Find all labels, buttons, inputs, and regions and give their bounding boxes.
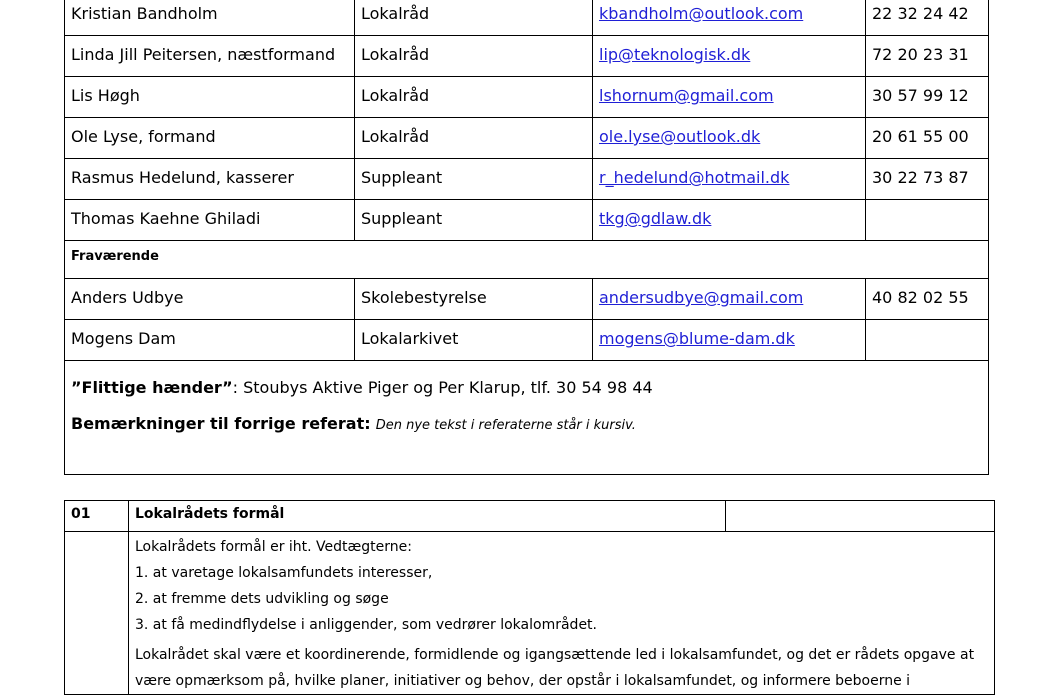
agenda-body xyxy=(129,532,995,695)
email-link[interactable]: ole.lyse@outlook.dk xyxy=(599,127,761,146)
notes-row xyxy=(65,361,989,475)
member-phone: 22 32 24 42 xyxy=(866,0,989,36)
email-link[interactable]: r_hedelund@hotmail.dk xyxy=(599,168,790,187)
member-phone: 30 22 73 87 xyxy=(866,159,989,200)
agenda-number-blank xyxy=(65,532,129,695)
section-row xyxy=(65,241,989,279)
table-row xyxy=(65,77,989,118)
agenda-item: 1. at varetage lokalsamfundets interesser, xyxy=(135,565,433,581)
agenda-intro: Lokalrådets formål er iht. Vedtægterne: xyxy=(135,539,412,555)
member-phone: 20 61 55 00 xyxy=(866,118,989,159)
table-row xyxy=(65,159,989,200)
member-role: Lokalråd xyxy=(355,118,593,159)
agenda-body-row xyxy=(65,532,995,695)
member-phone: 40 82 02 55 xyxy=(866,279,989,320)
member-name: Rasmus Hedelund, kasserer xyxy=(65,159,355,200)
member-role: Lokalarkivet xyxy=(355,320,593,361)
helpers-label: ”Flittige hænder” xyxy=(71,378,233,397)
member-name: Thomas Kaehne Ghiladi xyxy=(65,200,355,241)
email-link[interactable]: tkg@gdlaw.dk xyxy=(599,209,712,228)
member-role: Suppleant xyxy=(355,159,593,200)
table-row xyxy=(65,279,989,320)
member-phone: 72 20 23 31 xyxy=(866,36,989,77)
table-row xyxy=(65,320,989,361)
member-role: Lokalråd xyxy=(355,0,593,36)
email-link[interactable]: mogens@blume-dam.dk xyxy=(599,329,795,348)
member-phone xyxy=(866,320,989,361)
member-name: Kristian Bandholm xyxy=(65,0,355,36)
member-name: Lis Høgh xyxy=(65,77,355,118)
member-role: Suppleant xyxy=(355,200,593,241)
table-row xyxy=(65,118,989,159)
member-phone: 30 57 99 12 xyxy=(866,77,989,118)
table-row xyxy=(65,200,989,241)
agenda-number: 01 xyxy=(65,501,129,532)
agenda-item: 3. at få medindflydelse i anliggender, som vedrører lokalområdet. xyxy=(135,617,597,633)
helpers-text: : Stoubys Aktive Piger og Per Klarup, tlf. 30 54 98 44 xyxy=(232,378,653,397)
agenda-title: Lokalrådets formål xyxy=(129,501,726,532)
agenda-empty-cell xyxy=(726,501,995,532)
remarks-label: Bemærkninger til forrige referat: xyxy=(71,414,371,433)
member-role: Lokalråd xyxy=(355,77,593,118)
member-role: Lokalråd xyxy=(355,36,593,77)
notes-cell xyxy=(65,361,989,475)
member-name: Ole Lyse, formand xyxy=(65,118,355,159)
member-name: Mogens Dam xyxy=(65,320,355,361)
remarks-text: Den nye tekst i referaterne står i kursiv. xyxy=(375,418,636,433)
agenda-header-row xyxy=(65,501,995,532)
email-link[interactable]: lip@teknologisk.dk xyxy=(599,45,751,64)
absent-heading: Fraværende xyxy=(65,241,989,279)
members-table xyxy=(64,0,989,475)
agenda-table xyxy=(64,500,995,695)
table-row xyxy=(65,0,989,36)
table-row xyxy=(65,36,989,77)
email-link[interactable]: andersudbye@gmail.com xyxy=(599,288,804,307)
email-link[interactable]: kbandholm@outlook.com xyxy=(599,4,804,23)
email-link[interactable]: lshornum@gmail.com xyxy=(599,86,774,105)
agenda-paragraph: Lokalrådet skal være et koordinerende, formidlende og igangsættende led i lokalsamfundet, og det er rådets opgave at være opmærksom på, hvilke planer, initiativer og behov, der opstår i lokalsamfundet, og informere beboerne i xyxy=(135,647,975,689)
agenda-item: 2. at fremme dets udvikling og søge xyxy=(135,591,389,607)
member-phone xyxy=(866,200,989,241)
helpers-line xyxy=(71,378,982,398)
member-role: Skolebestyrelse xyxy=(355,279,593,320)
member-name: Anders Udbye xyxy=(65,279,355,320)
remarks-line xyxy=(71,414,982,436)
member-name: Linda Jill Peitersen, næstformand xyxy=(65,36,355,77)
